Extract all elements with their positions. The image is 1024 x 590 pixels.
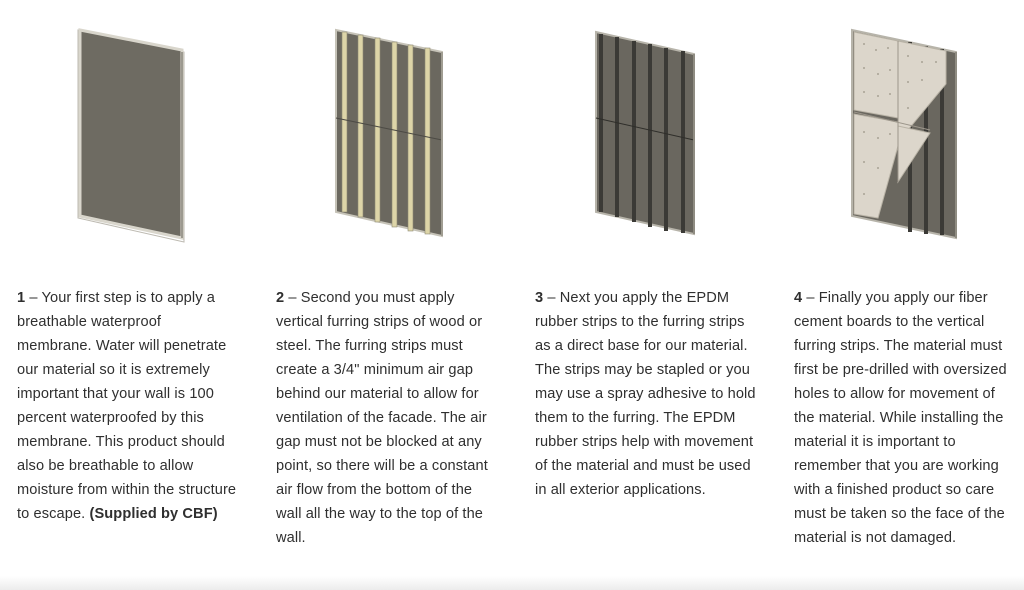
membrane-wall-illustration bbox=[70, 22, 270, 244]
epdm-strips-illustration bbox=[590, 22, 790, 244]
step-1-text: – Your first step is to apply a breathable waterproof membrane. Water will penetrate our material so it is extremely important that your wall is 100 percent waterproofed by this membrane. This product should also be breathable to allow moisture from within the structure to escape. bbox=[17, 290, 237, 522]
bottom-divider bbox=[0, 576, 1024, 590]
step-1-supplier-note: (Supplied by CBF) bbox=[89, 506, 218, 522]
step-1-number: 1 bbox=[17, 290, 26, 306]
step-1-description bbox=[17, 286, 239, 526]
furring-strips-illustration bbox=[330, 22, 530, 244]
step-4-description bbox=[794, 286, 1016, 550]
step-3-description bbox=[535, 286, 760, 502]
step-3-text: – Next you apply the EPDM rubber strips to the furring strips as a direct base for our material. The strips may be stapled or you may use a spray adhesive to hold them to the furring. The EPDM rubber strips help with movement of the material and must be used in all exterior applications. bbox=[535, 290, 756, 498]
step-4-text: – Finally you apply our fiber cement boards to the vertical furring strips. The material must first be pre-drilled with oversized holes to allow for movement of the material. While installing the material it is important to remember that you are working with a finished product so care must be taken so the face of the material is not damaged. bbox=[794, 290, 1007, 546]
step-2-text: – Second you must apply vertical furring strips of wood or steel. The furring strips must create a 3/4" minimum air gap behind our material to allow for ventilation of the facade. The air gap must not be blocked at any point, so there will be a constant air flow from the bottom of the wall all the way to the top of the wall. bbox=[276, 290, 488, 546]
step-2-description bbox=[276, 286, 501, 550]
step-3-number: 3 bbox=[535, 290, 544, 306]
fiber-cement-boards-illustration bbox=[848, 22, 1024, 244]
step-2-number: 2 bbox=[276, 290, 285, 306]
step-4-number: 4 bbox=[794, 290, 803, 306]
